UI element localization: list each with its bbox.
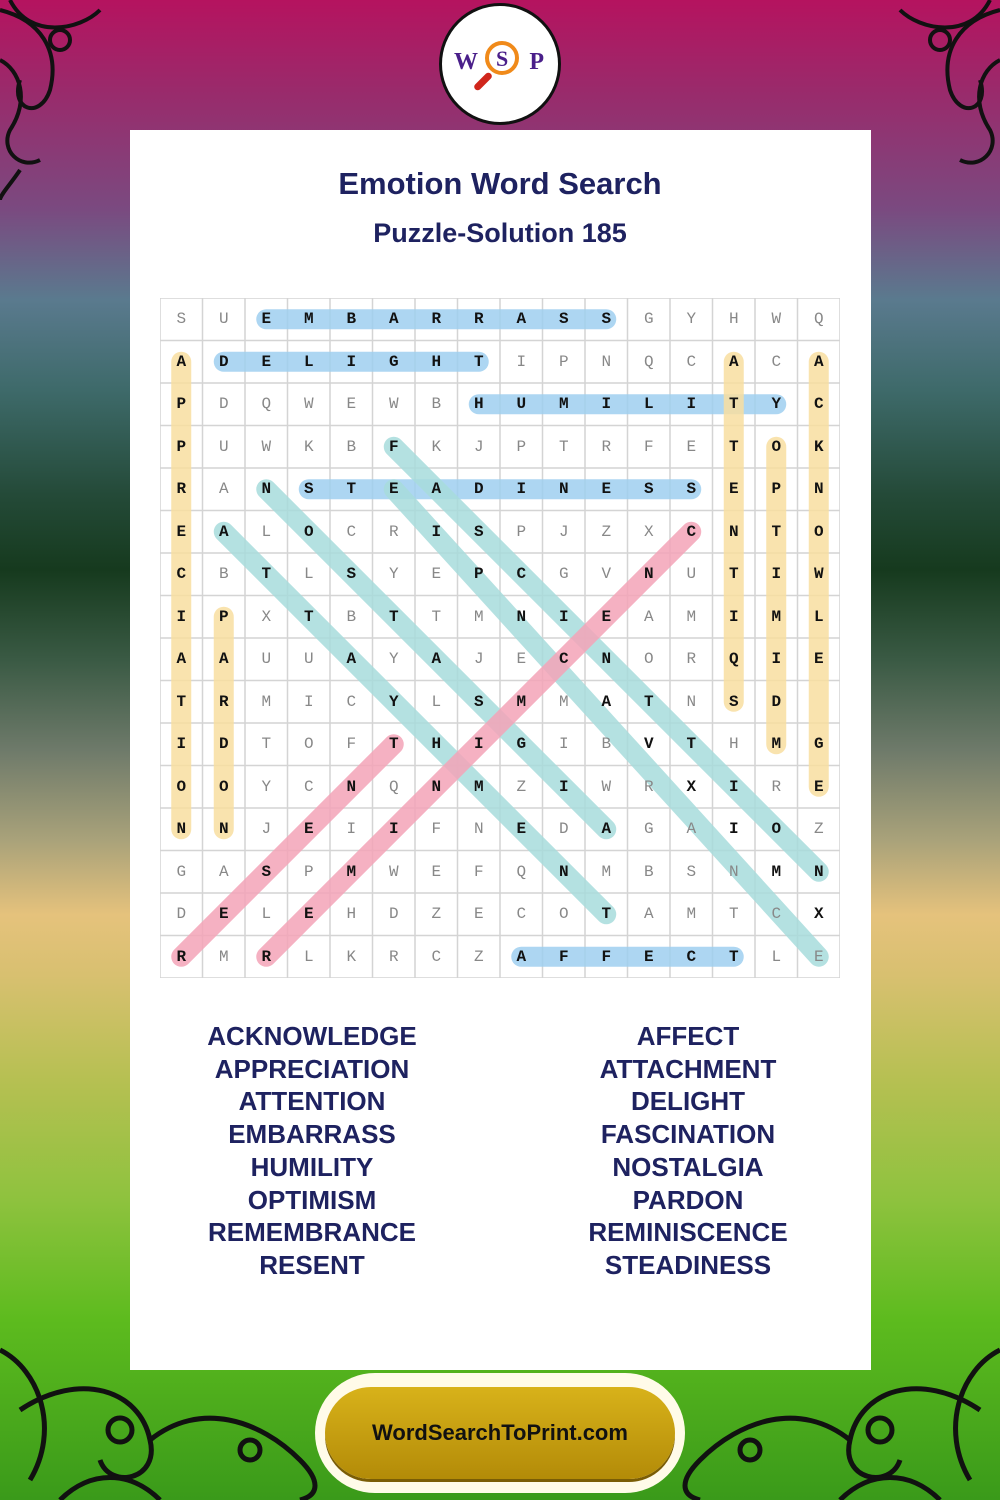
grid-cell[interactable]: R <box>388 947 399 966</box>
grid-cell[interactable]: A <box>686 820 697 839</box>
grid-cell[interactable]: A <box>601 692 612 711</box>
grid-cell[interactable]: N <box>176 820 187 839</box>
grid-cell[interactable]: T <box>558 437 569 456</box>
grid-cell[interactable]: B <box>346 607 357 626</box>
grid-cell[interactable]: L <box>431 692 442 711</box>
grid-cell[interactable]: M <box>346 862 357 881</box>
grid-cell[interactable]: T <box>388 735 399 754</box>
grid-cell[interactable]: V <box>601 565 612 584</box>
grid-cell[interactable]: E <box>303 820 314 839</box>
word-list-item: ACKNOWLEDGE <box>207 1021 417 1051</box>
grid-cell[interactable]: H <box>473 395 484 414</box>
grid-cell[interactable]: T <box>728 395 739 414</box>
grid-cell[interactable]: S <box>558 310 569 329</box>
grid-cell[interactable]: Q <box>388 777 399 796</box>
grid-cell[interactable]: S <box>176 310 187 329</box>
grid-cell[interactable]: T <box>728 947 739 966</box>
grid-cell[interactable]: A <box>176 650 187 669</box>
grid-cell[interactable]: K <box>813 437 824 456</box>
grid-cell[interactable]: R <box>686 650 697 669</box>
word-list-item: NOSTALGIA <box>612 1151 764 1182</box>
grid-cell[interactable]: T <box>601 905 612 924</box>
grid-cell[interactable]: N <box>218 820 229 839</box>
grid-cell[interactable]: U <box>218 310 229 329</box>
grid-cell[interactable]: F <box>473 862 484 881</box>
word-search-grid <box>160 298 840 978</box>
grid-cell[interactable]: I <box>558 607 569 626</box>
grid-cell[interactable]: N <box>261 480 272 499</box>
grid-cell[interactable]: C <box>813 395 824 414</box>
grid-cell[interactable]: M <box>771 735 782 754</box>
grid-cell[interactable]: C <box>431 947 442 966</box>
grid-cell[interactable]: I <box>431 522 442 541</box>
grid-cell[interactable]: N <box>558 480 569 499</box>
grid-cell[interactable]: T <box>346 480 357 499</box>
grid-cell[interactable]: N <box>643 565 654 584</box>
grid-cell[interactable]: W <box>813 565 824 584</box>
grid-cell[interactable]: E <box>813 777 824 796</box>
grid-cell[interactable]: X <box>643 522 654 541</box>
grid-cell[interactable]: I <box>601 395 612 414</box>
grid-cell[interactable]: M <box>601 862 612 881</box>
grid-cell[interactable]: Q <box>516 862 527 881</box>
grid-cell[interactable]: H <box>431 352 442 371</box>
grid-cell[interactable]: C <box>686 522 697 541</box>
grid-cell[interactable]: E <box>388 480 399 499</box>
grid-cell[interactable]: T <box>473 352 484 371</box>
grid-cell[interactable]: I <box>728 607 739 626</box>
grid-cell[interactable]: D <box>388 905 399 924</box>
grid-cell[interactable]: A <box>388 310 399 329</box>
grid-cell[interactable]: P <box>473 565 484 584</box>
grid-cell[interactable]: U <box>303 650 314 669</box>
grid-cell[interactable]: A <box>346 650 357 669</box>
grid-cell[interactable]: Y <box>388 692 399 711</box>
grid-cell[interactable]: E <box>431 862 442 881</box>
grid-cell[interactable]: I <box>686 395 697 414</box>
grid-cell[interactable]: G <box>176 862 187 881</box>
grid-cell[interactable]: N <box>813 862 824 881</box>
grid-cell[interactable]: N <box>346 777 357 796</box>
grid-cell[interactable]: N <box>558 862 569 881</box>
grid-cell[interactable]: F <box>601 947 612 966</box>
word-list-item: STEADINESS <box>604 1249 772 1280</box>
grid-cell[interactable]: C <box>176 565 187 584</box>
grid-cell[interactable]: A <box>218 650 229 669</box>
word-list-item: ATTACHMENT <box>599 1053 777 1084</box>
grid-cell[interactable]: D <box>218 735 229 754</box>
grid-cell[interactable]: A <box>516 947 527 966</box>
grid-cell[interactable]: T <box>643 692 654 711</box>
grid-cell[interactable]: Y <box>261 777 272 796</box>
grid-cell[interactable]: M <box>686 607 697 626</box>
grid-cell[interactable]: A <box>431 480 442 499</box>
grid-cell[interactable]: X <box>686 777 697 796</box>
grid-cell[interactable]: Z <box>601 522 612 541</box>
logo-letter-w: W <box>454 49 478 75</box>
word-list-left <box>152 1020 472 1282</box>
grid-cell[interactable]: E <box>516 820 527 839</box>
grid-cell[interactable]: L <box>303 352 314 371</box>
grid-cell[interactable]: O <box>771 437 782 456</box>
grid-cell[interactable]: L <box>771 947 782 966</box>
grid-cell[interactable]: Y <box>686 310 697 329</box>
word-list-item: RESENT <box>259 1249 365 1280</box>
grid-cell[interactable]: C <box>686 947 697 966</box>
grid-cell[interactable]: K <box>346 947 357 966</box>
word-list-item: PARDON <box>632 1184 744 1215</box>
grid-cell[interactable]: T <box>728 565 739 584</box>
grid-cell[interactable]: T <box>771 522 782 541</box>
grid-cell[interactable]: S <box>473 522 484 541</box>
grid-cell[interactable]: S <box>261 862 272 881</box>
site-logo[interactable] <box>439 3 561 125</box>
grid-cell[interactable]: T <box>176 692 187 711</box>
word-list-item: APPRECIATION <box>214 1053 410 1084</box>
grid-cell[interactable]: G <box>643 820 654 839</box>
grid-cell[interactable]: P <box>218 607 229 626</box>
grid-cell[interactable]: C <box>686 352 697 371</box>
grid-cell[interactable]: K <box>431 437 442 456</box>
word-list-right <box>528 1020 848 1282</box>
grid-cell[interactable]: I <box>473 735 484 754</box>
grid-cell[interactable]: L <box>261 522 272 541</box>
site-link-pill[interactable] <box>325 1387 675 1479</box>
grid-cell[interactable]: N <box>728 522 739 541</box>
grid-cell[interactable]: T <box>431 607 442 626</box>
grid-cell[interactable]: R <box>473 310 484 329</box>
grid-cell[interactable]: M <box>771 862 782 881</box>
grid-cell[interactable]: G <box>558 565 569 584</box>
grid-cell[interactable]: E <box>261 310 272 329</box>
grid-cell[interactable]: S <box>473 692 484 711</box>
grid-cell[interactable]: W <box>388 395 399 414</box>
grid-cell[interactable]: M <box>771 607 782 626</box>
grid-cell[interactable]: D <box>218 395 229 414</box>
grid-cell[interactable]: E <box>728 480 739 499</box>
grid-cell[interactable]: L <box>303 565 314 584</box>
word-list-item: HUMILITY <box>250 1151 374 1182</box>
grid-cell[interactable]: E <box>261 352 272 371</box>
grid-cell[interactable]: T <box>728 905 739 924</box>
grid-cell[interactable]: I <box>728 777 739 796</box>
grid-cell[interactable]: I <box>516 352 527 371</box>
grid-cell[interactable]: N <box>813 480 824 499</box>
grid-cell[interactable]: C <box>771 905 782 924</box>
grid-cell[interactable]: N <box>728 862 739 881</box>
word-list-item: ATTENTION <box>238 1086 386 1117</box>
grid-cell[interactable]: O <box>558 905 569 924</box>
grid-cell[interactable]: K <box>303 437 314 456</box>
grid-cell[interactable]: B <box>601 735 612 754</box>
grid-cell[interactable]: S <box>643 480 654 499</box>
grid-cell[interactable]: R <box>431 310 442 329</box>
grid-cell[interactable]: W <box>303 395 314 414</box>
grid-cell[interactable]: B <box>643 862 654 881</box>
grid-cell[interactable]: Q <box>813 310 824 329</box>
grid-cell[interactable]: P <box>516 437 527 456</box>
page-subtitle: Puzzle-Solution 185 <box>373 218 627 248</box>
grid-cell[interactable]: P <box>771 480 782 499</box>
grid-cell[interactable]: E <box>346 395 357 414</box>
grid-cell[interactable]: J <box>473 437 484 456</box>
grid-cell[interactable]: T <box>303 607 314 626</box>
grid-cell[interactable]: A <box>643 607 654 626</box>
grid-cell[interactable]: S <box>346 565 357 584</box>
grid-cell[interactable]: U <box>686 565 697 584</box>
grid-cell[interactable]: F <box>346 735 357 754</box>
grid-cell[interactable]: I <box>176 735 187 754</box>
grid-cell[interactable]: F <box>431 820 442 839</box>
grid-cell[interactable]: A <box>728 352 739 371</box>
grid-cell[interactable]: E <box>813 650 824 669</box>
grid-cell[interactable]: Y <box>771 395 782 414</box>
grid-cell[interactable]: R <box>261 947 272 966</box>
grid-cell[interactable]: I <box>176 607 187 626</box>
grid-cell[interactable]: Q <box>728 650 739 669</box>
word-list-item: REMINISCENCE <box>588 1217 788 1248</box>
grid-cell[interactable]: J <box>261 820 272 839</box>
page-title: Emotion Word Search <box>338 166 662 201</box>
grid-cell[interactable]: J <box>473 650 484 669</box>
grid-cell[interactable]: M <box>686 905 697 924</box>
grid-cell[interactable]: T <box>261 565 272 584</box>
grid-cell[interactable]: T <box>388 607 399 626</box>
grid-cell[interactable]: H <box>728 310 739 329</box>
grid-cell[interactable]: M <box>218 947 229 966</box>
grid-cell[interactable]: G <box>813 735 824 754</box>
grid-cell[interactable]: F <box>643 437 654 456</box>
grid-cell[interactable]: M <box>473 777 484 796</box>
grid-cell[interactable]: I <box>388 820 399 839</box>
grid-cell[interactable]: B <box>346 437 357 456</box>
grid-cell[interactable]: N <box>686 692 697 711</box>
grid-cell[interactable]: H <box>728 735 739 754</box>
grid-cell[interactable]: E <box>643 947 654 966</box>
grid-cell[interactable]: R <box>601 437 612 456</box>
grid-cell[interactable]: N <box>431 777 442 796</box>
grid-cell[interactable]: I <box>771 565 782 584</box>
grid-cell[interactable]: O <box>771 820 782 839</box>
grid-cell[interactable]: B <box>431 395 442 414</box>
grid-cell[interactable]: S <box>686 480 697 499</box>
grid-cell[interactable]: G <box>388 352 399 371</box>
grid-cell[interactable]: E <box>516 650 527 669</box>
grid-cell[interactable]: O <box>643 650 654 669</box>
grid-cell[interactable]: W <box>388 862 399 881</box>
grid-cell[interactable]: I <box>558 735 569 754</box>
grid-cell[interactable]: I <box>303 692 314 711</box>
grid-cell[interactable]: T <box>686 735 697 754</box>
grid-cell[interactable]: A <box>643 905 654 924</box>
grid-cell[interactable]: E <box>601 480 612 499</box>
word-list-item: AFFECT <box>636 1021 740 1051</box>
site-link-label: WordSearchToPrint.com <box>372 1420 628 1445</box>
grid-cell[interactable]: P <box>176 437 187 456</box>
grid-cell[interactable]: P <box>303 862 314 881</box>
grid-cell[interactable]: P <box>558 352 569 371</box>
grid-cell[interactable]: A <box>218 522 229 541</box>
grid-cell[interactable]: H <box>346 905 357 924</box>
grid-cell[interactable]: T <box>728 437 739 456</box>
logo-letter-p: P <box>529 49 544 75</box>
grid-cell[interactable]: M <box>558 692 569 711</box>
grid-cell[interactable]: I <box>346 352 357 371</box>
grid-cell[interactable]: N <box>601 650 612 669</box>
grid-cell[interactable]: R <box>771 777 782 796</box>
grid-cell[interactable]: G <box>516 735 527 754</box>
grid-cell[interactable]: E <box>813 947 824 966</box>
grid-cell[interactable]: I <box>558 777 569 796</box>
grid-cell[interactable]: A <box>176 352 187 371</box>
grid-cell[interactable]: E <box>431 565 442 584</box>
grid-cell[interactable]: T <box>261 735 272 754</box>
grid-cell[interactable]: A <box>431 650 442 669</box>
grid-cell[interactable]: S <box>728 692 739 711</box>
word-list-item: OPTIMISM <box>247 1184 377 1215</box>
grid-cell[interactable]: L <box>261 905 272 924</box>
word-list-item: REMEMBRANCE <box>208 1217 416 1248</box>
grid-cell[interactable]: R <box>176 480 187 499</box>
grid-cell[interactable]: Z <box>813 820 824 839</box>
grid-cell[interactable]: O <box>176 777 187 796</box>
grid-cell[interactable]: F <box>558 947 569 966</box>
grid-cell[interactable]: D <box>218 352 229 371</box>
grid-cell[interactable]: U <box>261 650 272 669</box>
grid-cell[interactable]: I <box>728 820 739 839</box>
grid-cell[interactable]: S <box>686 862 697 881</box>
grid-cell[interactable]: U <box>218 437 229 456</box>
grid-cell[interactable]: A <box>813 352 824 371</box>
grid-cell[interactable]: Z <box>473 947 484 966</box>
grid-cell[interactable]: E <box>303 905 314 924</box>
grid-cell[interactable]: S <box>303 480 314 499</box>
grid-cell[interactable]: Z <box>516 777 527 796</box>
grid-cell[interactable]: D <box>176 905 187 924</box>
grid-cell[interactable]: F <box>388 437 399 456</box>
grid-cell[interactable]: V <box>643 735 654 754</box>
grid-cell[interactable]: C <box>771 352 782 371</box>
grid-cell[interactable]: N <box>601 352 612 371</box>
grid-cell[interactable]: S <box>601 310 612 329</box>
grid-cell[interactable]: L <box>643 395 654 414</box>
grid-cell[interactable]: W <box>261 437 272 456</box>
grid-cell[interactable]: B <box>346 310 357 329</box>
grid-cell[interactable]: R <box>176 947 187 966</box>
grid-cell[interactable]: C <box>516 905 527 924</box>
grid-cell[interactable]: Z <box>431 905 442 924</box>
grid-cell[interactable]: N <box>473 820 484 839</box>
grid-cell[interactable]: D <box>473 480 484 499</box>
grid-cell[interactable]: C <box>346 522 357 541</box>
grid-cell[interactable]: A <box>516 310 527 329</box>
grid-cell[interactable]: E <box>473 905 484 924</box>
grid-cell[interactable]: C <box>346 692 357 711</box>
grid-cell[interactable]: C <box>516 565 527 584</box>
grid-cell[interactable]: H <box>431 735 442 754</box>
logo-letter-s: S <box>496 46 509 71</box>
grid-cell[interactable]: M <box>473 607 484 626</box>
grid-cell[interactable]: C <box>303 777 314 796</box>
word-list-item: EMBARRASS <box>228 1119 396 1150</box>
grid-cell[interactable]: A <box>218 480 229 499</box>
grid-cell[interactable]: E <box>601 607 612 626</box>
grid-cell[interactable]: M <box>303 310 314 329</box>
grid-cell[interactable]: P <box>176 395 187 414</box>
grid-cell[interactable]: G <box>643 310 654 329</box>
grid-cell[interactable]: O <box>813 522 824 541</box>
grid-cell[interactable]: M <box>516 692 527 711</box>
grid-cell[interactable]: W <box>771 310 782 329</box>
grid-cell[interactable]: M <box>558 395 569 414</box>
grid-cell[interactable]: L <box>303 947 314 966</box>
grid-cell[interactable]: M <box>261 692 272 711</box>
grid-cell[interactable]: Y <box>388 565 399 584</box>
grid-cell[interactable]: B <box>218 565 229 584</box>
grid-cell[interactable]: O <box>303 522 314 541</box>
grid-cell[interactable]: O <box>218 777 229 796</box>
grid-cell[interactable]: X <box>261 607 272 626</box>
grid-cell[interactable]: R <box>218 692 229 711</box>
grid-cell[interactable]: E <box>218 905 229 924</box>
grid-cell[interactable]: A <box>601 820 612 839</box>
grid-cell[interactable]: I <box>516 480 527 499</box>
grid-cell[interactable]: C <box>558 650 569 669</box>
word-list-item: DELIGHT <box>630 1086 746 1117</box>
grid-cell[interactable]: I <box>771 650 782 669</box>
grid-cell[interactable]: Y <box>388 650 399 669</box>
grid-cell[interactable]: W <box>601 777 612 796</box>
site-link-button[interactable] <box>315 1373 685 1493</box>
grid-cell[interactable]: R <box>388 522 399 541</box>
grid-cell[interactable]: J <box>558 522 569 541</box>
grid-cell[interactable]: Q <box>261 395 272 414</box>
grid-cell[interactable]: L <box>813 607 824 626</box>
grid-cell[interactable]: D <box>558 820 569 839</box>
grid-cell[interactable]: U <box>516 395 527 414</box>
grid-cell[interactable]: N <box>516 607 527 626</box>
grid-cell[interactable]: X <box>813 905 824 924</box>
grid-cell[interactable]: I <box>346 820 357 839</box>
grid-cell[interactable]: E <box>686 437 697 456</box>
word-list-item: FASCINATION <box>600 1119 776 1150</box>
grid-cell[interactable]: D <box>771 692 782 711</box>
grid-cell[interactable]: Q <box>643 352 654 371</box>
grid-cell[interactable]: P <box>516 522 527 541</box>
grid-cell[interactable]: A <box>218 862 229 881</box>
grid-cell[interactable]: E <box>176 522 187 541</box>
grid-cell[interactable]: R <box>643 777 654 796</box>
grid-cell[interactable]: O <box>303 735 314 754</box>
